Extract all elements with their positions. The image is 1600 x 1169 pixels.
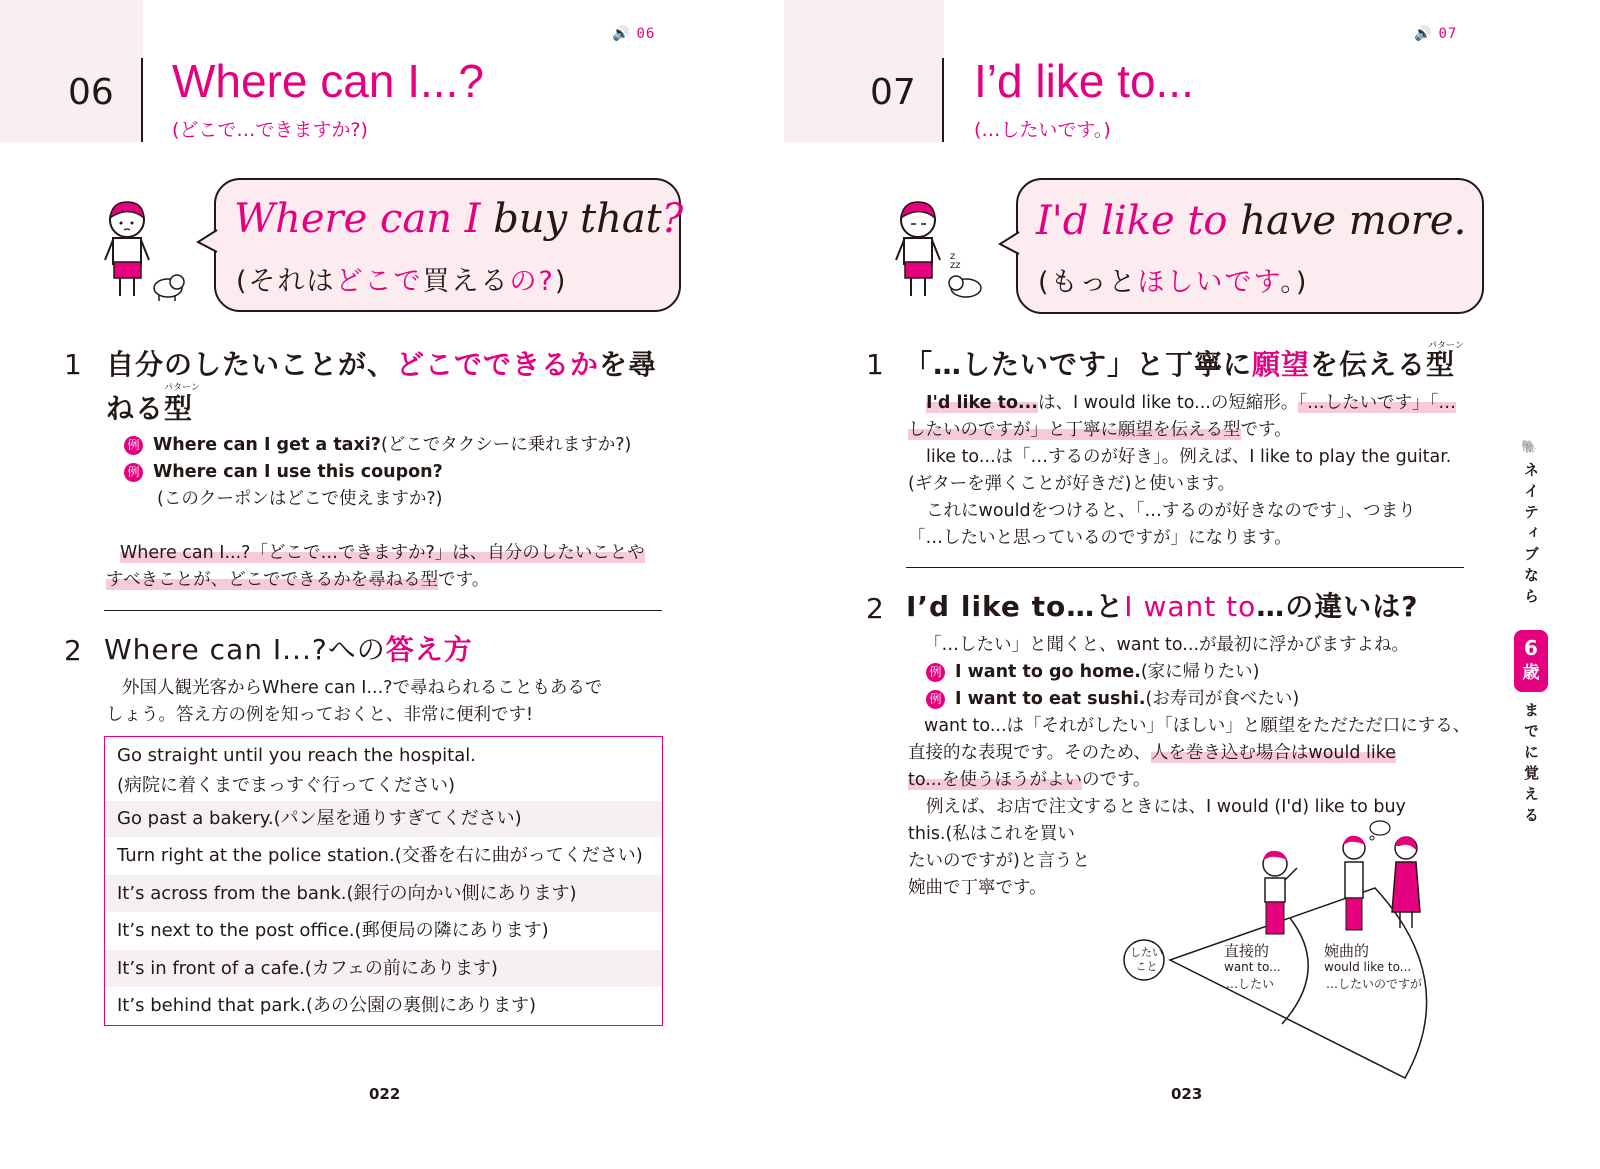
speaker-icon: 🔊: [1414, 26, 1433, 42]
note-line-2: [106, 567, 489, 594]
bubble-japanese: [1038, 260, 1308, 299]
answer-en: It’s next to the post office.: [117, 920, 355, 941]
bubble-english: [1036, 198, 1466, 244]
example-1: [124, 432, 631, 459]
heading-part: 自分のしたいことが、: [106, 348, 397, 381]
plain-text: は、I would like to...の短縮形。: [1037, 393, 1299, 413]
bubble-jp-part: (もっと: [1038, 267, 1138, 298]
answer-jp: (病院に着くまでまっすぐ行ってください): [117, 775, 456, 796]
heading-pink: I want to: [1124, 590, 1257, 623]
answer-en: It’s in front of a cafe.: [117, 958, 305, 979]
right-audio-track[interactable]: [1414, 26, 1457, 42]
speaker-icon: 🔊: [612, 26, 631, 42]
section-heading: [104, 628, 473, 672]
answer-en: Turn right at the police station.: [117, 845, 395, 866]
example-2-translation: (このクーポンはどこで使えますか?): [157, 489, 443, 509]
paragraph-line: 「…したい」と聞くと、want to...が最初に浮かびますよね。: [924, 635, 1409, 655]
right-corner-block: [784, 0, 944, 142]
highlighted-text: I'd like to...: [926, 393, 1038, 413]
bubble-jp-pink: ほしいです: [1137, 267, 1281, 298]
paragraph-line: this.(私はこれを買い: [908, 824, 1075, 844]
paragraph-line: これにwouldをつけると、「…するのが好きなのです」、つまり: [926, 501, 1416, 521]
example-1: [926, 659, 1260, 686]
paragraph-line: (ギターを弾くことが好きだ)と使います。: [908, 474, 1236, 494]
paragraph-line: want to...は「それがしたい」「ほしい」と願望をただただ口にする、: [924, 716, 1471, 736]
answer-row: [105, 838, 662, 874]
paragraph-line: [908, 767, 1151, 794]
answer-en: It’s across from the bank.: [117, 883, 347, 904]
highlighted-text: Where can I...?「どこで…できますか?」は、自分のしたいことや: [120, 543, 645, 563]
answer-jp: (交番を右に曲がってください): [394, 845, 643, 866]
diagram-direct-title: 直接的: [1224, 942, 1270, 960]
paragraph-line: 「…したいと思っているのですが」になります。: [908, 528, 1292, 548]
diagram-direct-en: want to...: [1224, 960, 1281, 974]
section-heading: [904, 343, 1455, 387]
heading-part: を伝える: [1310, 348, 1427, 381]
heading-part: 型: [1426, 348, 1456, 381]
page-number: 023: [1171, 1085, 1203, 1103]
highlighted-text: すべきことが、どこでできるかを尋ねる型: [106, 570, 439, 590]
bubble-jp-pink: の?: [509, 266, 555, 297]
diagram-polite-en: would like to...: [1324, 960, 1412, 974]
highlighted-text: 人を巻き込む場合はwould like: [1150, 743, 1397, 763]
example-en: I want to eat sushi.: [955, 689, 1146, 709]
heading-part: を尋: [599, 348, 658, 381]
section-number: 2: [866, 592, 884, 625]
example-jp: (お寿司が食べたい): [1145, 689, 1300, 709]
answer-row: [105, 950, 662, 987]
heading-pink: 答え方: [385, 633, 473, 666]
elephant-icon: 🐘: [1521, 440, 1538, 455]
lesson-title: I’d like to...: [974, 55, 1194, 107]
heading-part: ねる: [106, 392, 165, 425]
answer-row: [105, 913, 662, 949]
plain-text: です。: [438, 570, 490, 590]
paragraph-line: 例えば、お店で注文するときには、I would (I'd) like to buy: [926, 797, 1406, 817]
heading-part: 型: [164, 392, 194, 425]
bubble-jp-pink: どこで: [335, 266, 423, 297]
example-2: [926, 686, 1299, 713]
paragraph-line: [908, 417, 1292, 444]
example-en: Where can I use this coupon?: [153, 462, 443, 482]
answer-row: [105, 737, 662, 799]
lesson-subtitle: (…したいです。): [974, 119, 1111, 141]
diagram-circle-label: したい こと: [1130, 946, 1163, 973]
audio-track-number: 06: [636, 26, 656, 42]
furigana: パターン: [164, 383, 200, 393]
heading-part: I’d like to…と: [906, 590, 1125, 623]
audio-track-number: 07: [1438, 26, 1458, 42]
bubble-en-question: ?: [661, 196, 684, 242]
lesson-subtitle: (どこで…できますか?): [172, 119, 368, 141]
highlighted-text: to...を使うほうがよい: [908, 770, 1082, 790]
answer-jp: (パン屋を通りすぎてください): [273, 808, 522, 829]
bubble-japanese: [236, 259, 567, 298]
bubble-english: [234, 196, 683, 242]
bubble-jp-part: 。): [1280, 267, 1309, 298]
answer-jp: (銀行の向かい側にあります): [346, 883, 577, 904]
section-number: 1: [64, 348, 82, 381]
answer-en: Go past a bakery.: [117, 808, 274, 829]
lesson-number: 06: [68, 72, 114, 113]
example-badge: 例: [926, 690, 945, 709]
section-divider: [906, 567, 1464, 568]
example-badge: 例: [926, 663, 945, 682]
section-heading-line2: [106, 387, 193, 431]
example-jp: (どこでタクシーに乗れますか?): [380, 435, 632, 455]
paragraph-line: like to...は「…するのが好き」。例えば、I like to play the guitar.: [926, 447, 1452, 467]
section-number: 1: [866, 348, 884, 381]
boy-with-dog-illustration: [95, 196, 190, 304]
side-tab-top-text: ネイティブなら: [1522, 462, 1540, 609]
diagram-direct-jp: …したい: [1226, 977, 1275, 991]
plain-text: のです。: [1081, 770, 1151, 790]
example-badge: 例: [124, 436, 143, 455]
section-number: 2: [64, 634, 82, 667]
answer-en: Go straight until you reach the hospital.: [117, 745, 476, 766]
heading-pink: 願望: [1252, 348, 1311, 381]
left-audio-track[interactable]: [612, 26, 655, 42]
answer-row: [105, 988, 662, 1024]
diagram-polite-jp: …したいのですが: [1326, 977, 1423, 991]
diagram-polite-title: 婉曲的: [1324, 942, 1370, 960]
sleep-zzz-icon: z zz: [950, 251, 961, 271]
age-tab[interactable]: [1514, 630, 1548, 692]
sleepy-boy-with-dog-illustration: [890, 196, 990, 304]
heading-part: 「…したいです」と丁寧に: [904, 348, 1253, 381]
bubble-en-highlight: I'd like to: [1036, 198, 1228, 244]
paragraph-line: たいのですが)と言うと: [908, 851, 1090, 871]
title-divider: [141, 58, 143, 142]
note-line-1: [120, 540, 645, 567]
example-en: Where can I get a taxi?: [153, 435, 381, 455]
bubble-en-highlight: Where can I: [234, 196, 481, 242]
paragraph-line: 婉曲で丁寧です。: [908, 878, 1047, 898]
paragraph-line: [926, 390, 1456, 417]
example-en: I want to go home.: [955, 662, 1141, 682]
bubble-tail: [196, 228, 218, 254]
bubble-jp-part: (それは: [236, 266, 336, 297]
lesson-number: 07: [870, 72, 916, 113]
section-divider: [104, 610, 662, 611]
heading-part: Where can I...?への: [104, 633, 386, 666]
side-tab-bottom-text: までに覚える: [1522, 702, 1540, 828]
answer-jp: (郵便局の隣にあります): [354, 920, 549, 941]
section-heading: [906, 585, 1418, 629]
answer-en: It’s behind that park.: [117, 995, 306, 1016]
heading-pink: どこでできるか: [396, 348, 600, 381]
answer-row: [105, 875, 662, 912]
paragraph-line: [908, 740, 1396, 767]
answer-row: [105, 801, 662, 837]
furigana: パターン: [1428, 341, 1464, 351]
example-jp: (家に帰りたい): [1140, 662, 1260, 682]
heading-part: …の違いは?: [1256, 590, 1419, 623]
plain-text: です。: [1240, 420, 1292, 440]
left-corner-block: [0, 0, 143, 142]
highlighted-text: したいのですが」と丁寧に願望を伝える型: [908, 420, 1241, 440]
answers-table: [104, 736, 663, 1026]
lesson-title: Where can I...?: [172, 55, 484, 107]
politeness-fan-diagram: [1120, 820, 1480, 1082]
bubble-en-rest: buy that: [480, 196, 662, 242]
bubble-jp-part: ): [554, 266, 568, 297]
intro-line-1: 外国人観光客からWhere can I...?で尋ねられることもあるで: [122, 678, 603, 698]
highlighted-text: 「…したいです」「…: [1298, 393, 1456, 413]
bubble-tail: [998, 230, 1020, 256]
age-unit: 歳: [1522, 663, 1540, 683]
page-number: 022: [369, 1085, 401, 1103]
age-number: 6: [1524, 636, 1538, 660]
example-2: [124, 459, 443, 486]
bubble-en-rest: have more.: [1227, 198, 1467, 244]
answer-jp: (カフェの前にあります): [304, 958, 498, 979]
plain-text: 直接的な表現です。そのため、: [908, 743, 1151, 763]
bubble-jp-part: 買える: [422, 266, 510, 297]
intro-line-2: しょう。答え方の例を知っておくと、非常に便利です!: [106, 705, 534, 725]
title-divider: [942, 58, 944, 142]
example-badge: 例: [124, 463, 143, 482]
answer-jp: (あの公園の裏側にあります): [305, 995, 536, 1016]
